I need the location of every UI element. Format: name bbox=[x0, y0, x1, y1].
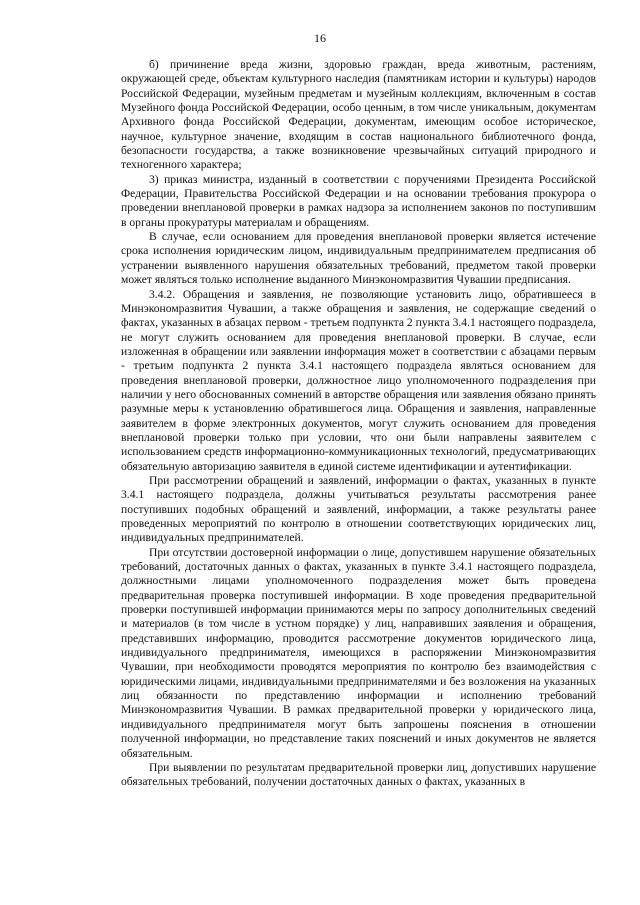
document-body bbox=[121, 58, 596, 790]
paragraph-review-of-appeals: При рассмотрении обращений и заявлений, информации о фактах, указанных в пункте 3.4.1 настоящего подраздела, должны учитываться результаты рассмотрения ранее поступивших подобных обращений и заявлений, информации, а также результаты ранее проведенных мероприятий по контролю в отношении соответствующих юридических лиц, индивидуальных предпринимателей. bbox=[121, 473, 596, 545]
paragraph-minister-order: 3) приказ министра, изданный в соответствии с поручениями Президента Российской Федерации, Правительства Российской Федерации и на основании требования прокурора о проведении внеплановой проверки в рамках надзора за исполнением законов по поступившим в органы прокуратуры материалам и обращениям. bbox=[121, 172, 596, 229]
paragraph-violation-detected: При выявлении по результатам предварительной проверки лиц, допустивших нарушение обязательных требований, получении достаточных данных о фактах, указанных в bbox=[121, 760, 596, 789]
paragraph-3-4-2: 3.4.2. Обращения и заявления, не позволяющие установить лицо, обратившееся в Минэкономразвития Чувашии, а также обращения и заявления, не содержащие сведений о фактах, указанных в абзацах первом - третьем подпункта 2 пункта 3.4.1 настоящего подраздела, не могут служить основанием для проведения внеплановой проверки. В случае, если изложенная в обращении или заявлении информация может в соответствии с абзацами первым - третьим подпункта 2 пункта 3.4.1 настоящего подраздела являться основанием для проведения внеплановой проверки, должностное лицо уполномоченного подразделения при наличии у него обоснованных сомнений в авторстве обращения или заявления обязано принять разумные меры к установлению обратившегося лица. Обращения и заявления, направленные заявителем в форме электронных документов, могут служить основанием для проведения внеплановой проверки только при условии, что они были направлены заявителем с использованием средств информационно-коммуникационных технологий, предусматривающих обязательную авторизацию заявителя в единой системе идентификации и аутентификации. bbox=[121, 287, 596, 473]
paragraph-prescription-expiry: В случае, если основанием для проведения внеплановой проверки является истечение срока исполнения юридическим лицом, индивидуальным предпринимателем предписания об устранении выявленного нарушения обязательных требований, предметом такой проверки может являться только исполнение выданного Минэкономразвития Чувашии предписания. bbox=[121, 230, 596, 287]
paragraph-preliminary-check: При отсутствии достоверной информации о лице, допустившем нарушение обязательных требований, достаточных данных о фактах, указанных в пункте 3.4.1 настоящего подраздела, должностными лицами уполномоченного подразделения может быть проведена предварительная проверка поступившей информации. В ходе проведения предварительной проверки поступившей информации принимаются меры по запросу дополнительных сведений и материалов (в том числе в устном порядке) у лиц, направивших заявления и обращения, представивших информацию, проводится рассмотрение документов юридического лица, индивидуального предпринимателя, имеющихся в распоряжении Минэкономразвития Чувашии, при необходимости проводятся мероприятия по контролю без взаимодействия с юридическими лицами, индивидуальными предпринимателями и без возложения на указанных лиц обязанности по представлению информации и исполнению требований Минэкономразвития Чувашии. В рамках предварительной проверки у юридического лица, индивидуального предпринимателя могут быть запрошены пояснения в отношении полученной информации, но представление таких пояснений и иных документов не является обязательным. bbox=[121, 545, 596, 760]
paragraph-harm-subitem-b: б) причинение вреда жизни, здоровью граждан, вреда животным, растениям, окружающей среде, объектам культурного наследия (памятникам истории и культуры) народов Российской Федерации, музейным предметам и музейным коллекциям, включенным в состав Музейного фонда Российской Федерации, особо ценным, в том числе уникальным, документам Архивного фонда Российской Федерации, документам, имеющим особое историческое, научное, культурное значение, входящим в состав национального библиотечного фонда, безопасности государства, а также возникновение чрезвычайных ситуаций природного и техногенного характера; bbox=[121, 58, 596, 172]
page-number: 16 bbox=[314, 31, 326, 45]
